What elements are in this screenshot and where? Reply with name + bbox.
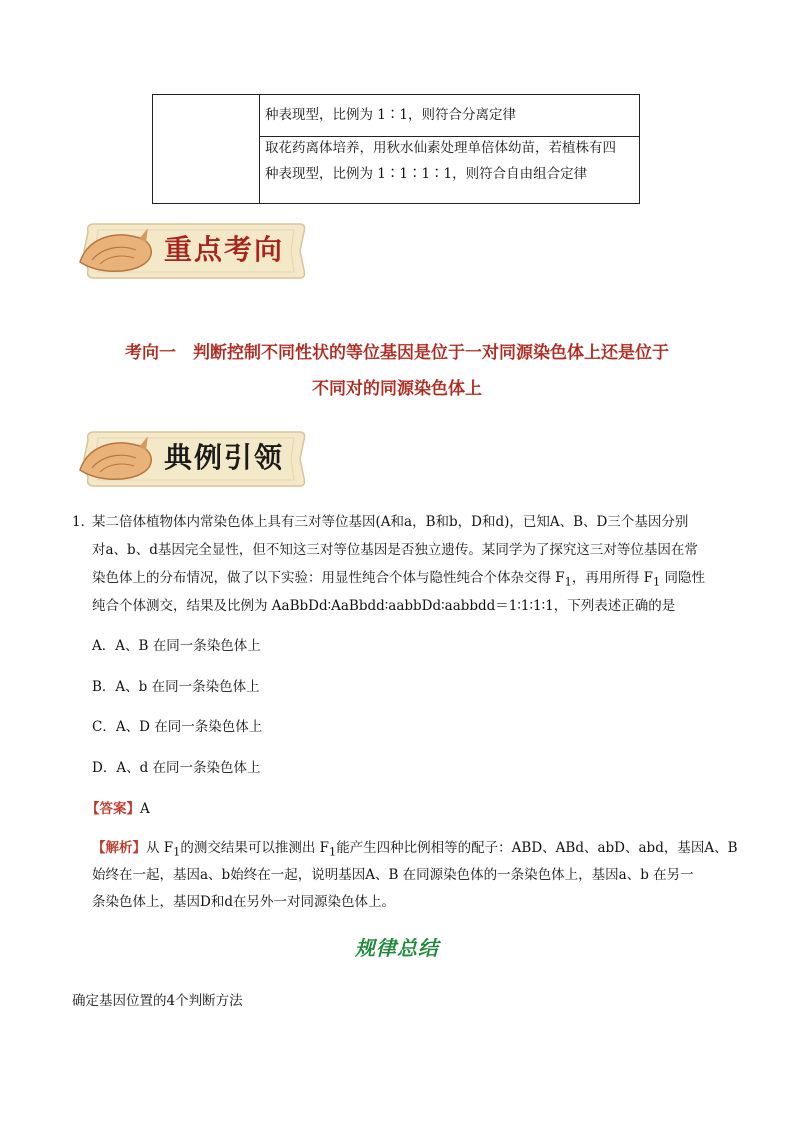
banner-example-title: 典例引领 <box>163 441 284 474</box>
option-b: B．A、b 在同一条染色体上 <box>92 679 260 695</box>
banner-key-topics <box>74 216 310 286</box>
subscript-1: 1 <box>564 575 572 589</box>
banner-example <box>74 424 310 494</box>
subscript-1: 1 <box>173 845 181 859</box>
table-cell-row2-line1: 取花药离体培养，用秋水仙素处理单倍体幼苗，若植株有四 <box>265 140 616 156</box>
question-line3 <box>92 565 705 596</box>
table-divider-vertical <box>259 95 260 203</box>
option-c: C．A、D 在同一条染色体上 <box>92 719 263 735</box>
question-line2: 对a、b、d基因完全显性，但不知这三对等位基因是否独立遗传。某同学为了探究这三对等位基因在常 <box>92 542 698 558</box>
analysis-line3: 条染色体上，基因D和d在另外一对同源染色体上。 <box>92 894 395 910</box>
analysis-line2: 始终在一起，基因a、b始终在一起，说明基因A、B 在同源染色体的一条染色体上，基因a、b 在另一 <box>92 867 694 883</box>
table-cell-row2-line2: 种表现型，比例为 1∶1∶1∶1，则符合自由组合定律 <box>265 166 588 182</box>
answer-label: 【答案】 <box>86 801 140 817</box>
question-line3-part3: 同隐性 <box>660 570 705 586</box>
option-a: A．A、B 在同一条染色体上 <box>92 638 261 654</box>
question-line3-part1: 染色体上的分布情况，做了以下实验：用显性纯合个体与隐性纯合个体杂交得 F <box>92 570 565 586</box>
analysis-line1-part1: 从 F <box>146 840 174 856</box>
question-line1: 某二倍体植物体内常染色体上具有三对等位基因(A和a，B和b，D和d)，已知A、B、D三个基因分别 <box>92 514 689 530</box>
question-line4: 纯合个体测交，结果及比例为 AaBbDd∶AaBbdd∶aabbDd∶aabbdd＝1∶1∶1∶1，下列表述正确的是 <box>92 598 676 614</box>
table-cell-row1: 种表现型，比例为 1∶1，则符合分离定律 <box>265 107 516 123</box>
analysis-line1-part2: 的测交结果可以推测出 F <box>180 840 330 856</box>
section-title-line2: 不同对的同源染色体上 <box>312 379 482 399</box>
rule-summary-subtitle: 确定基因位置的4个判断方法 <box>72 993 243 1009</box>
method-table <box>152 94 640 204</box>
subscript-1: 1 <box>653 575 661 589</box>
banner-key-topics-title: 重点考向 <box>163 233 284 266</box>
subscript-1: 1 <box>329 845 337 859</box>
analysis-label: 【解析】 <box>92 840 146 856</box>
question-line3-part2: ，再用所得 F <box>571 570 654 586</box>
option-d: D．A、d 在同一条染色体上 <box>92 760 261 776</box>
section-title-line1: 考向一 判断控制不同性状的等位基因是位于一对同源染色体上还是位于 <box>125 343 669 363</box>
analysis-line1-part3: 能产生四种比例相等的配子：ABD、ABd、abD、abd，基因A、B <box>336 840 738 856</box>
answer-value: A <box>140 801 150 817</box>
answer-row <box>86 796 150 822</box>
rule-summary-heading: 规律总结 <box>355 936 439 960</box>
question-number: 1． <box>72 514 95 530</box>
